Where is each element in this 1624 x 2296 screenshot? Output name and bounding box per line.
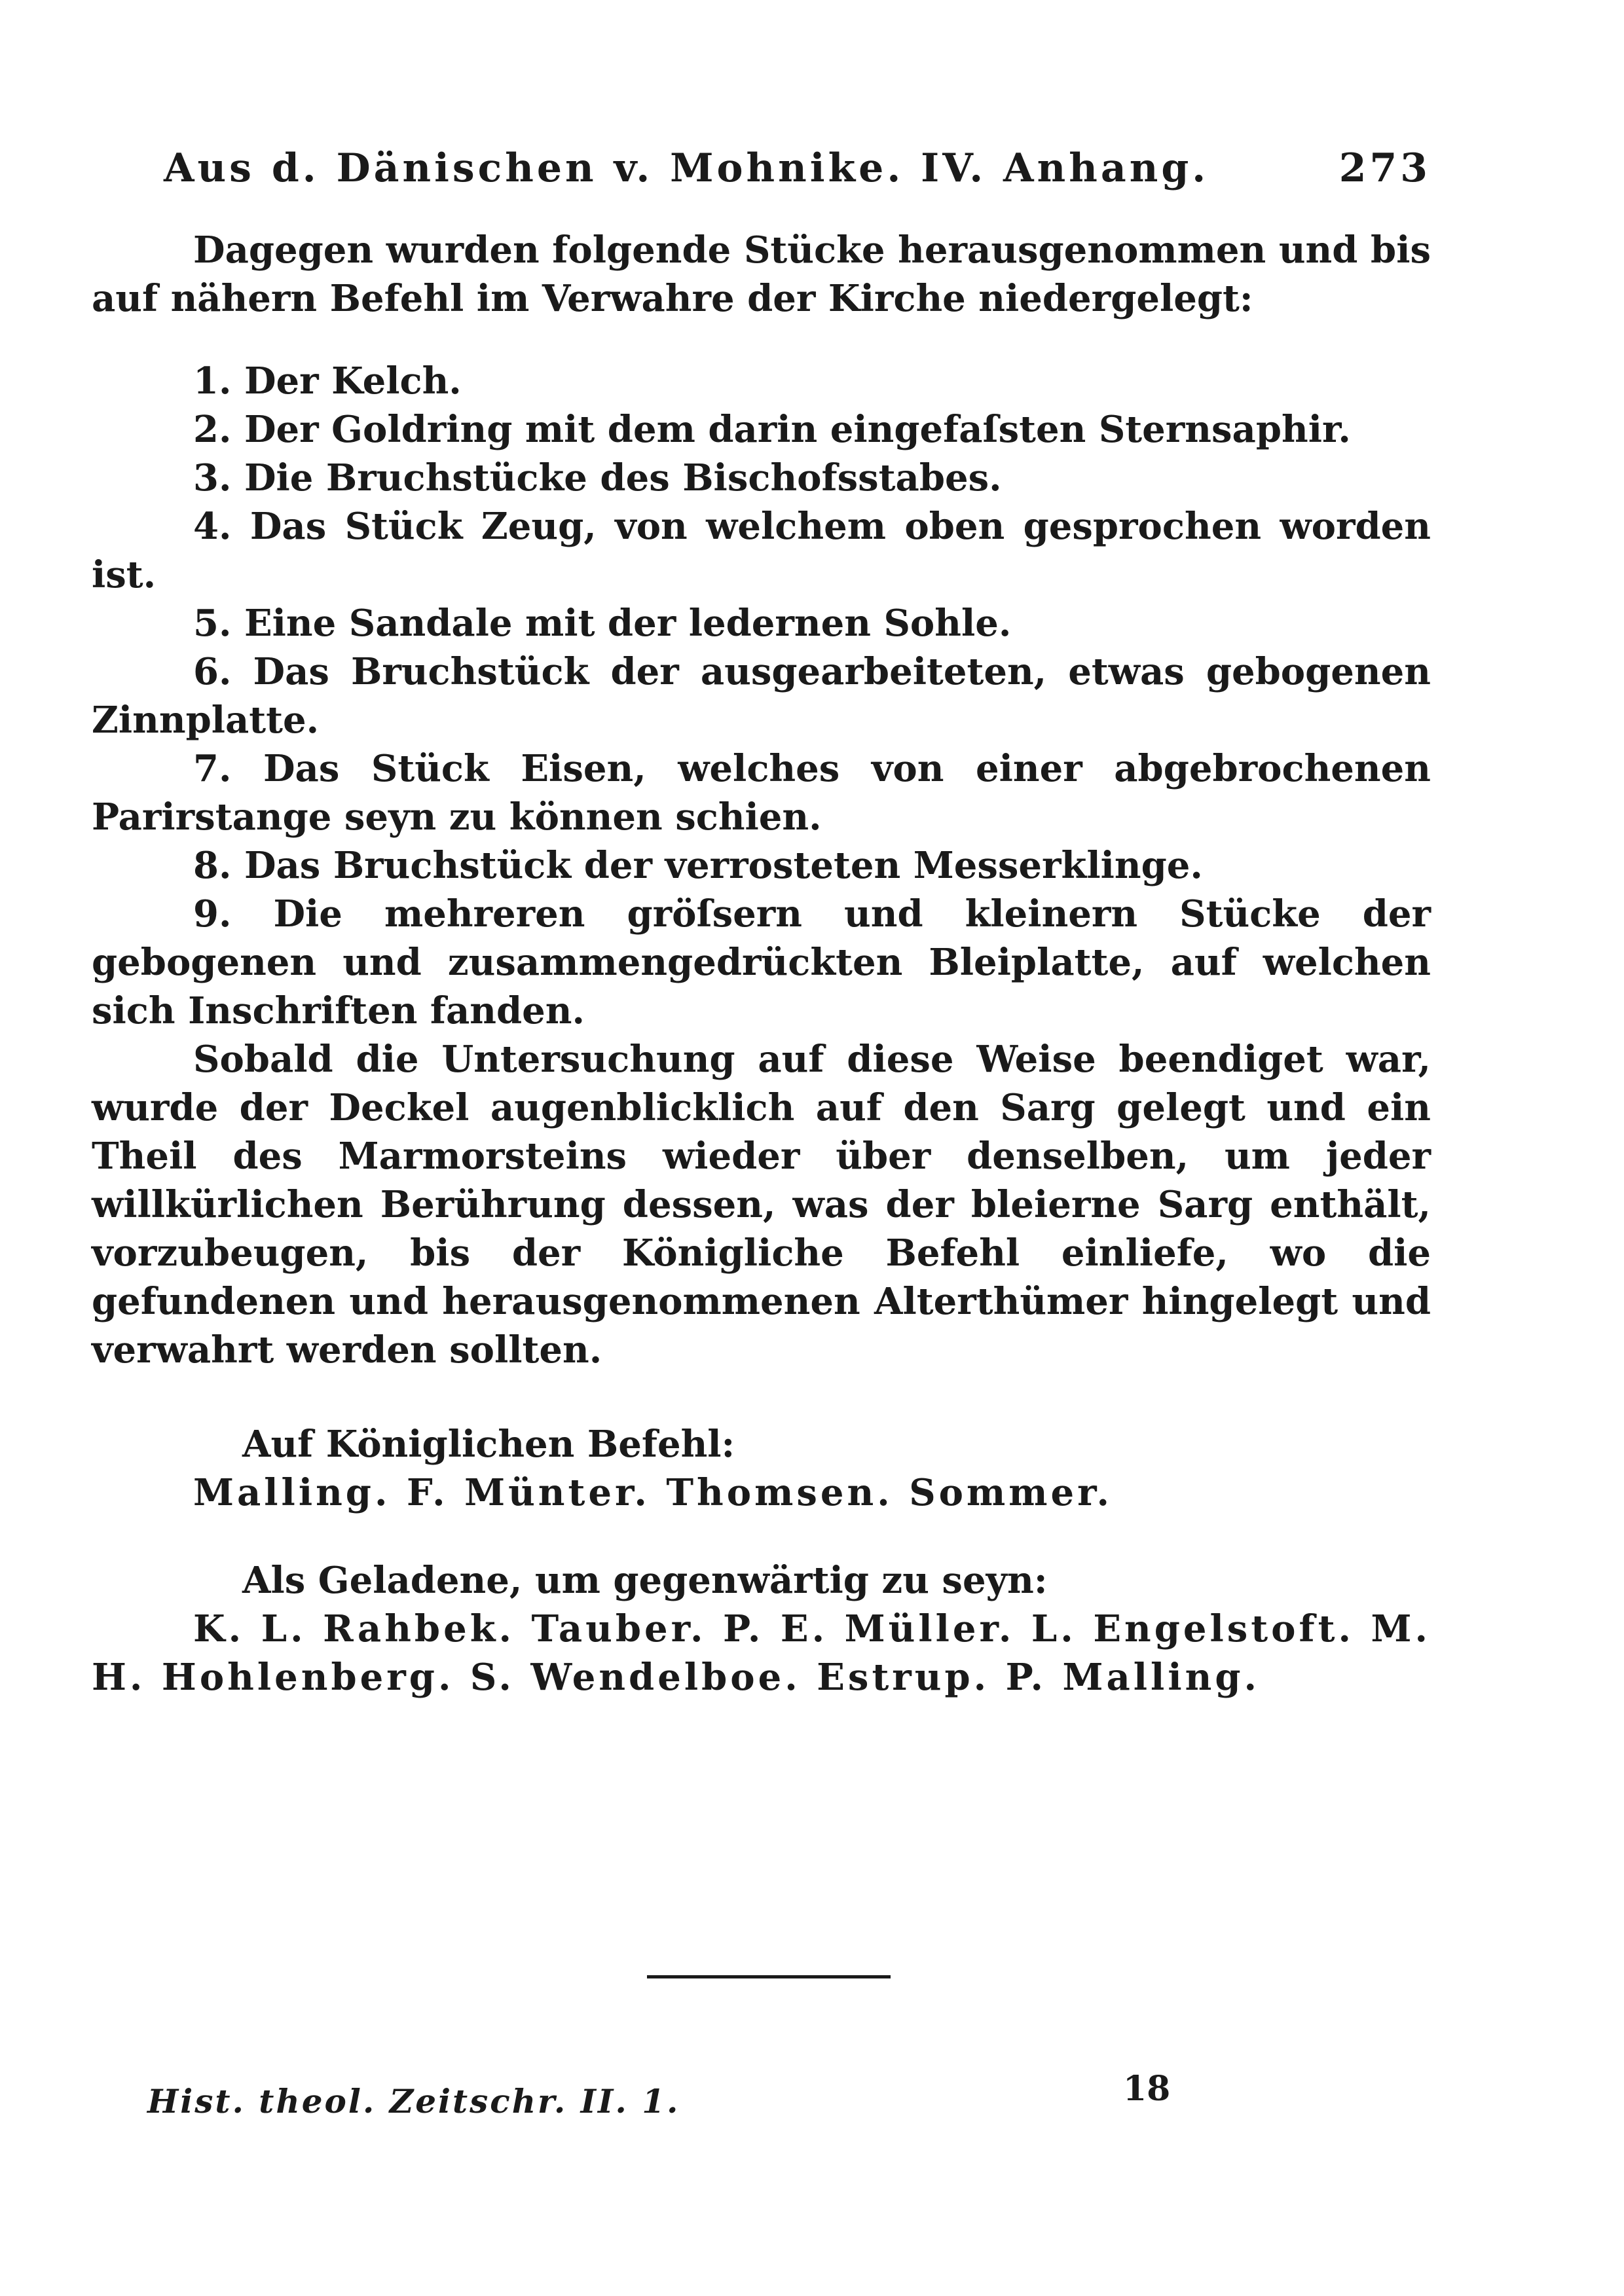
item-list (92, 357, 1431, 1035)
list-item: 1. Der Kelch. (193, 359, 462, 403)
witness-block (92, 1556, 1431, 1702)
page-number: 273 (1338, 145, 1431, 191)
list-item: 9. Die mehreren gröſsern und kleinern Stücke der gebogenen und zusammengedrückten Bleiplatte, auf welchen sich Inschriften fanden. (92, 892, 1431, 1032)
running-header (164, 145, 1431, 191)
list-item: 8. Das Bruchstück der verrosteten Messerklinge. (193, 844, 1203, 887)
intro-paragraph: Dagegen wurden folgende Stücke herausgenommen und bis auf nähern Befehl im Verwahre der Kirche niedergelegt: (92, 228, 1431, 320)
closing-paragraph: Sobald die Untersuchung auf diese Weise beendiget war, wurde der Deckel augenblicklich auf den Sarg gelegt und ein Theil des Marmorsteins wieder über denselben, um jeder willkürlichen Berührung dessen, was der bleierne Sarg enthält, vorzubeugen, bis der Königliche Befehl einliefe, wo die gefundenen und herausgenommenen Alterthümer hingelegt und verwahrt werden sollten. (92, 1038, 1431, 1372)
main-text (92, 226, 1431, 1702)
witness-heading: Als Geladene, um gegenwärtig zu seyn: (242, 1559, 1048, 1602)
list-item: 2. Der Goldring mit dem darin eingefaſsten Sternsaphir. (193, 408, 1351, 451)
signature-block (92, 1420, 1431, 1517)
witness-names: K. L. Rahbek. Tauber. P. E. Müller. L. Engelstoft. M. H. Hohlenberg. S. Wendelboe. Estrup. P. Malling. (92, 1607, 1431, 1699)
list-item: 4. Das Stück Zeug, von welchem oben gesprochen worden ist. (92, 505, 1431, 596)
list-item: 3. Die Bruchstücke des Bischofsstabes. (193, 456, 1002, 500)
signature-heading: Auf Königlichen Befehl: (242, 1423, 735, 1466)
journal-footer: Hist. theol. Zeitschr. II. 1. (147, 2082, 680, 2121)
list-item: 6. Das Bruchstück der ausgearbeiteten, etwas gebogenen Zinnplatte. (92, 650, 1431, 742)
section-rule (647, 1975, 891, 1978)
signature-names: Malling. F. Münter. Thomsen. Sommer. (193, 1471, 1113, 1514)
list-item: 5. Eine Sandale mit der ledernen Sohle. (193, 602, 1012, 645)
sheet-number: 18 (1123, 2069, 1171, 2109)
running-title: Aus d. Dänischen v. Mohnike. IV. Anhang. (164, 145, 1209, 191)
list-item: 7. Das Stück Eisen, welches von einer abgebrochenen Parirstange seyn zu können schien. (92, 747, 1431, 839)
